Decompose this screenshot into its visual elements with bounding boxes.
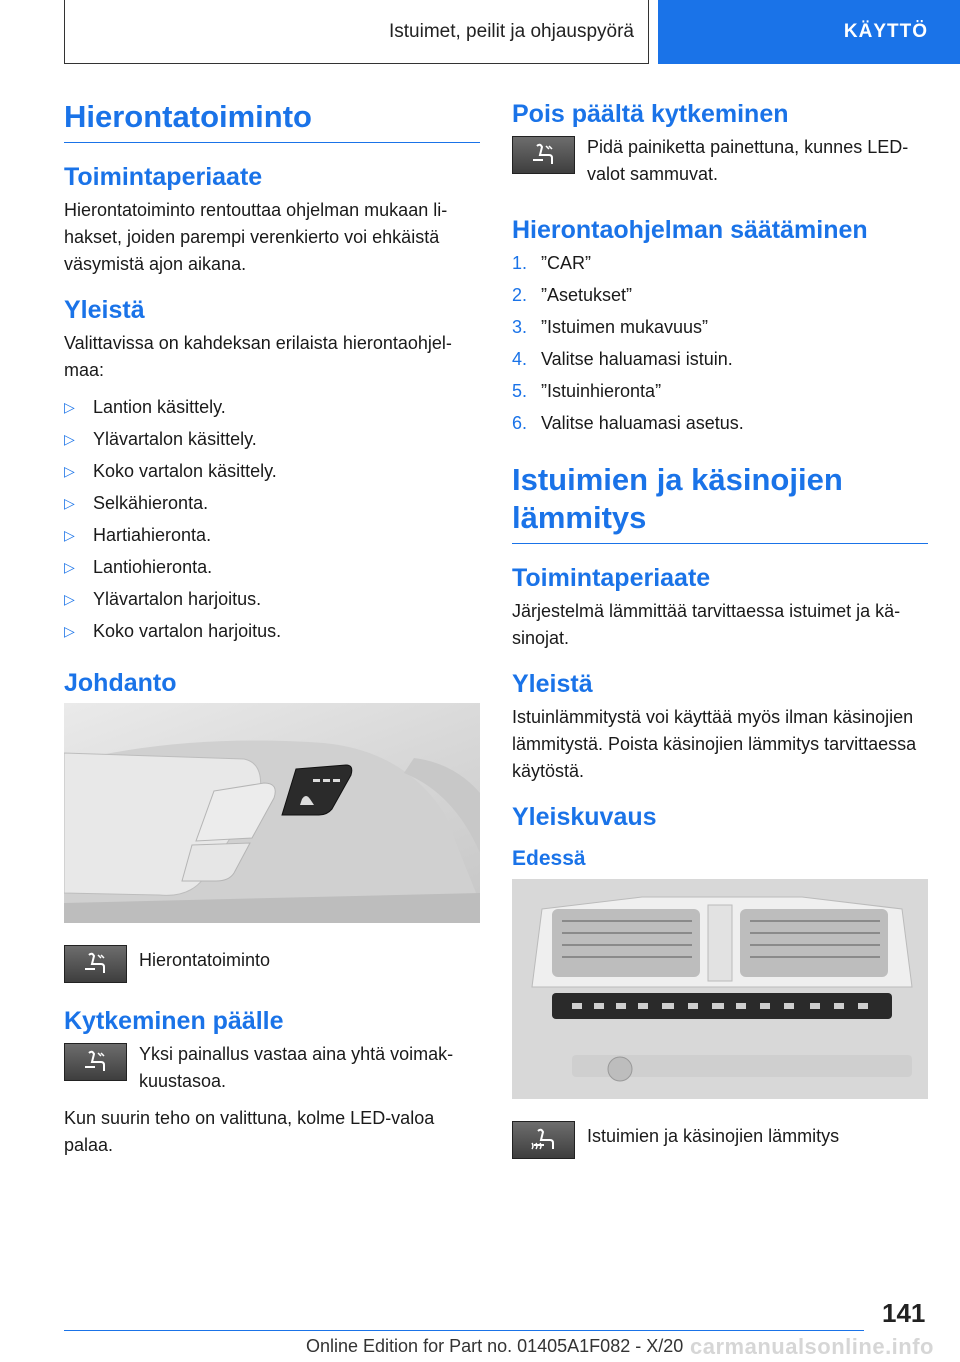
step-text: ”CAR” bbox=[541, 253, 591, 273]
header-chapter-tab bbox=[658, 0, 960, 64]
list-item bbox=[512, 250, 928, 277]
list-item bbox=[512, 282, 928, 309]
right-column bbox=[512, 98, 928, 1169]
heat-principle-text: Järjestelmä lämmittää tarvittaessa istuimet ja käsinojat. bbox=[512, 601, 901, 648]
footer-rule bbox=[64, 1330, 864, 1331]
on-icon-text: Yksi painallus vastaa aina yhtä voimakkuustasoa. bbox=[139, 1044, 454, 1091]
title-rule bbox=[64, 98, 480, 143]
heating-title: Istuimien ja käsinojien lämmitys bbox=[512, 462, 843, 535]
step-number: 1. bbox=[512, 253, 528, 273]
list-item-text: Ylävartalon harjoitus. bbox=[93, 589, 262, 609]
step-number: 2. bbox=[512, 285, 528, 305]
triangle-right-icon: ▷ bbox=[64, 527, 75, 543]
list-item-text: Lantion käsittely. bbox=[93, 397, 226, 417]
heat-general-heading: Yleistä bbox=[512, 670, 593, 698]
adjust-heading: Hierontaohjelman säätäminen bbox=[512, 216, 868, 244]
general-text: Valittavissa on kahdeksan erilaista hierontaohjelmaa: bbox=[64, 333, 452, 380]
step-number: 5. bbox=[512, 381, 528, 401]
watermark: carmanualsonline.info bbox=[690, 1334, 934, 1359]
door-panel-illustration bbox=[64, 703, 480, 923]
seat-heating-icon bbox=[512, 1121, 575, 1159]
triangle-right-icon: ▷ bbox=[64, 495, 75, 511]
list-item-text: Ylävartalon käsittely. bbox=[93, 429, 257, 449]
off-icon-row bbox=[512, 134, 928, 188]
list-item bbox=[64, 522, 480, 549]
adjust-steps bbox=[512, 250, 928, 437]
triangle-right-icon: ▷ bbox=[64, 431, 75, 447]
step-text: ”Istuinhieronta” bbox=[541, 381, 662, 401]
dashboard-vents-photo bbox=[512, 879, 928, 1099]
step-text: Valitse haluamasi istuin. bbox=[541, 349, 733, 369]
heat-general-text: Istuinlämmitystä voi käyttää myös ilman käsinojien lämmitystä. Poista käsinojien lämmitys tarvittaessa käytöstä. bbox=[512, 707, 917, 781]
triangle-right-icon: ▷ bbox=[64, 559, 75, 575]
step-number: 4. bbox=[512, 349, 528, 369]
list-item-text: Koko vartalon käsittely. bbox=[93, 461, 277, 481]
off-heading: Pois päältä kytkeminen bbox=[512, 100, 789, 128]
list-item bbox=[64, 394, 480, 421]
heat-icon-label: Istuimien ja käsinojien lämmitys bbox=[587, 1126, 840, 1146]
on-text: Kun suurin teho on valittuna, kolme LED-valoa palaa. bbox=[64, 1108, 435, 1155]
principle-text: Hierontatoiminto rentouttaa ohjelman mukaan lihakset, joiden parempi verenkierto voi ehkäistä väsymistä ajon aikana. bbox=[64, 200, 448, 274]
list-item bbox=[64, 618, 480, 645]
triangle-right-icon: ▷ bbox=[64, 623, 75, 639]
list-item bbox=[512, 410, 928, 437]
list-item bbox=[512, 346, 928, 373]
list-item bbox=[64, 554, 480, 581]
list-item bbox=[512, 314, 928, 341]
door-panel-photo bbox=[64, 703, 480, 923]
page-title: Hierontatoiminto bbox=[64, 99, 312, 134]
list-item bbox=[512, 378, 928, 405]
list-item-text: Selkähieronta. bbox=[93, 493, 209, 513]
list-item bbox=[64, 586, 480, 613]
dashboard-vents-illustration bbox=[512, 879, 928, 1099]
list-item-text: Hartiahieronta. bbox=[93, 525, 212, 545]
header-section-title bbox=[64, 0, 649, 64]
list-item bbox=[64, 426, 480, 453]
heating-icon-row bbox=[512, 1119, 928, 1159]
step-text: Valitse haluamasi asetus. bbox=[541, 413, 744, 433]
list-item bbox=[64, 490, 480, 517]
footer-edition: Online Edition for Part no. 01405A1F082 - X/20 bbox=[306, 1336, 684, 1356]
list-item-text: Lantiohieronta. bbox=[93, 557, 213, 577]
seat-massage-icon bbox=[64, 1043, 127, 1081]
step-number: 3. bbox=[512, 317, 528, 337]
seat-massage-icon bbox=[512, 136, 575, 174]
list-item bbox=[64, 458, 480, 485]
intro-heading: Johdanto bbox=[64, 669, 177, 697]
triangle-right-icon: ▷ bbox=[64, 463, 75, 479]
page-number: 141 bbox=[882, 1298, 926, 1328]
triangle-right-icon: ▷ bbox=[64, 591, 75, 607]
header-section-label: Istuimet, peilit ja ohjauspyörä bbox=[388, 20, 634, 42]
on-heading: Kytkeminen päälle bbox=[64, 1007, 284, 1035]
header-chapter-label: KÄYTTÖ bbox=[843, 21, 928, 42]
seat-massage-icon bbox=[64, 945, 127, 983]
front-heading: Edessä bbox=[512, 847, 586, 870]
heat-principle-heading: Toimintaperiaate bbox=[512, 564, 711, 592]
step-number: 6. bbox=[512, 413, 528, 433]
left-column bbox=[64, 98, 480, 1175]
list-item-text: Koko vartalon harjoitus. bbox=[93, 621, 282, 641]
program-list bbox=[64, 394, 480, 645]
overview-heading: Yleiskuvaus bbox=[512, 803, 657, 831]
triangle-right-icon: ▷ bbox=[64, 399, 75, 415]
step-text: ”Asetukset” bbox=[541, 285, 633, 305]
general-heading: Yleistä bbox=[64, 296, 145, 324]
intro-icon-label: Hierontatoiminto bbox=[139, 950, 271, 970]
principle-heading: Toimintaperiaate bbox=[64, 163, 263, 191]
on-icon-row bbox=[64, 1041, 480, 1095]
heating-title-rule bbox=[512, 461, 928, 544]
off-icon-text: Pidä painiketta painettuna, kunnes LED-valot sammuvat. bbox=[587, 137, 909, 184]
massage-icon-row bbox=[64, 943, 480, 983]
step-text: ”Istuimen mukavuus” bbox=[541, 317, 709, 337]
